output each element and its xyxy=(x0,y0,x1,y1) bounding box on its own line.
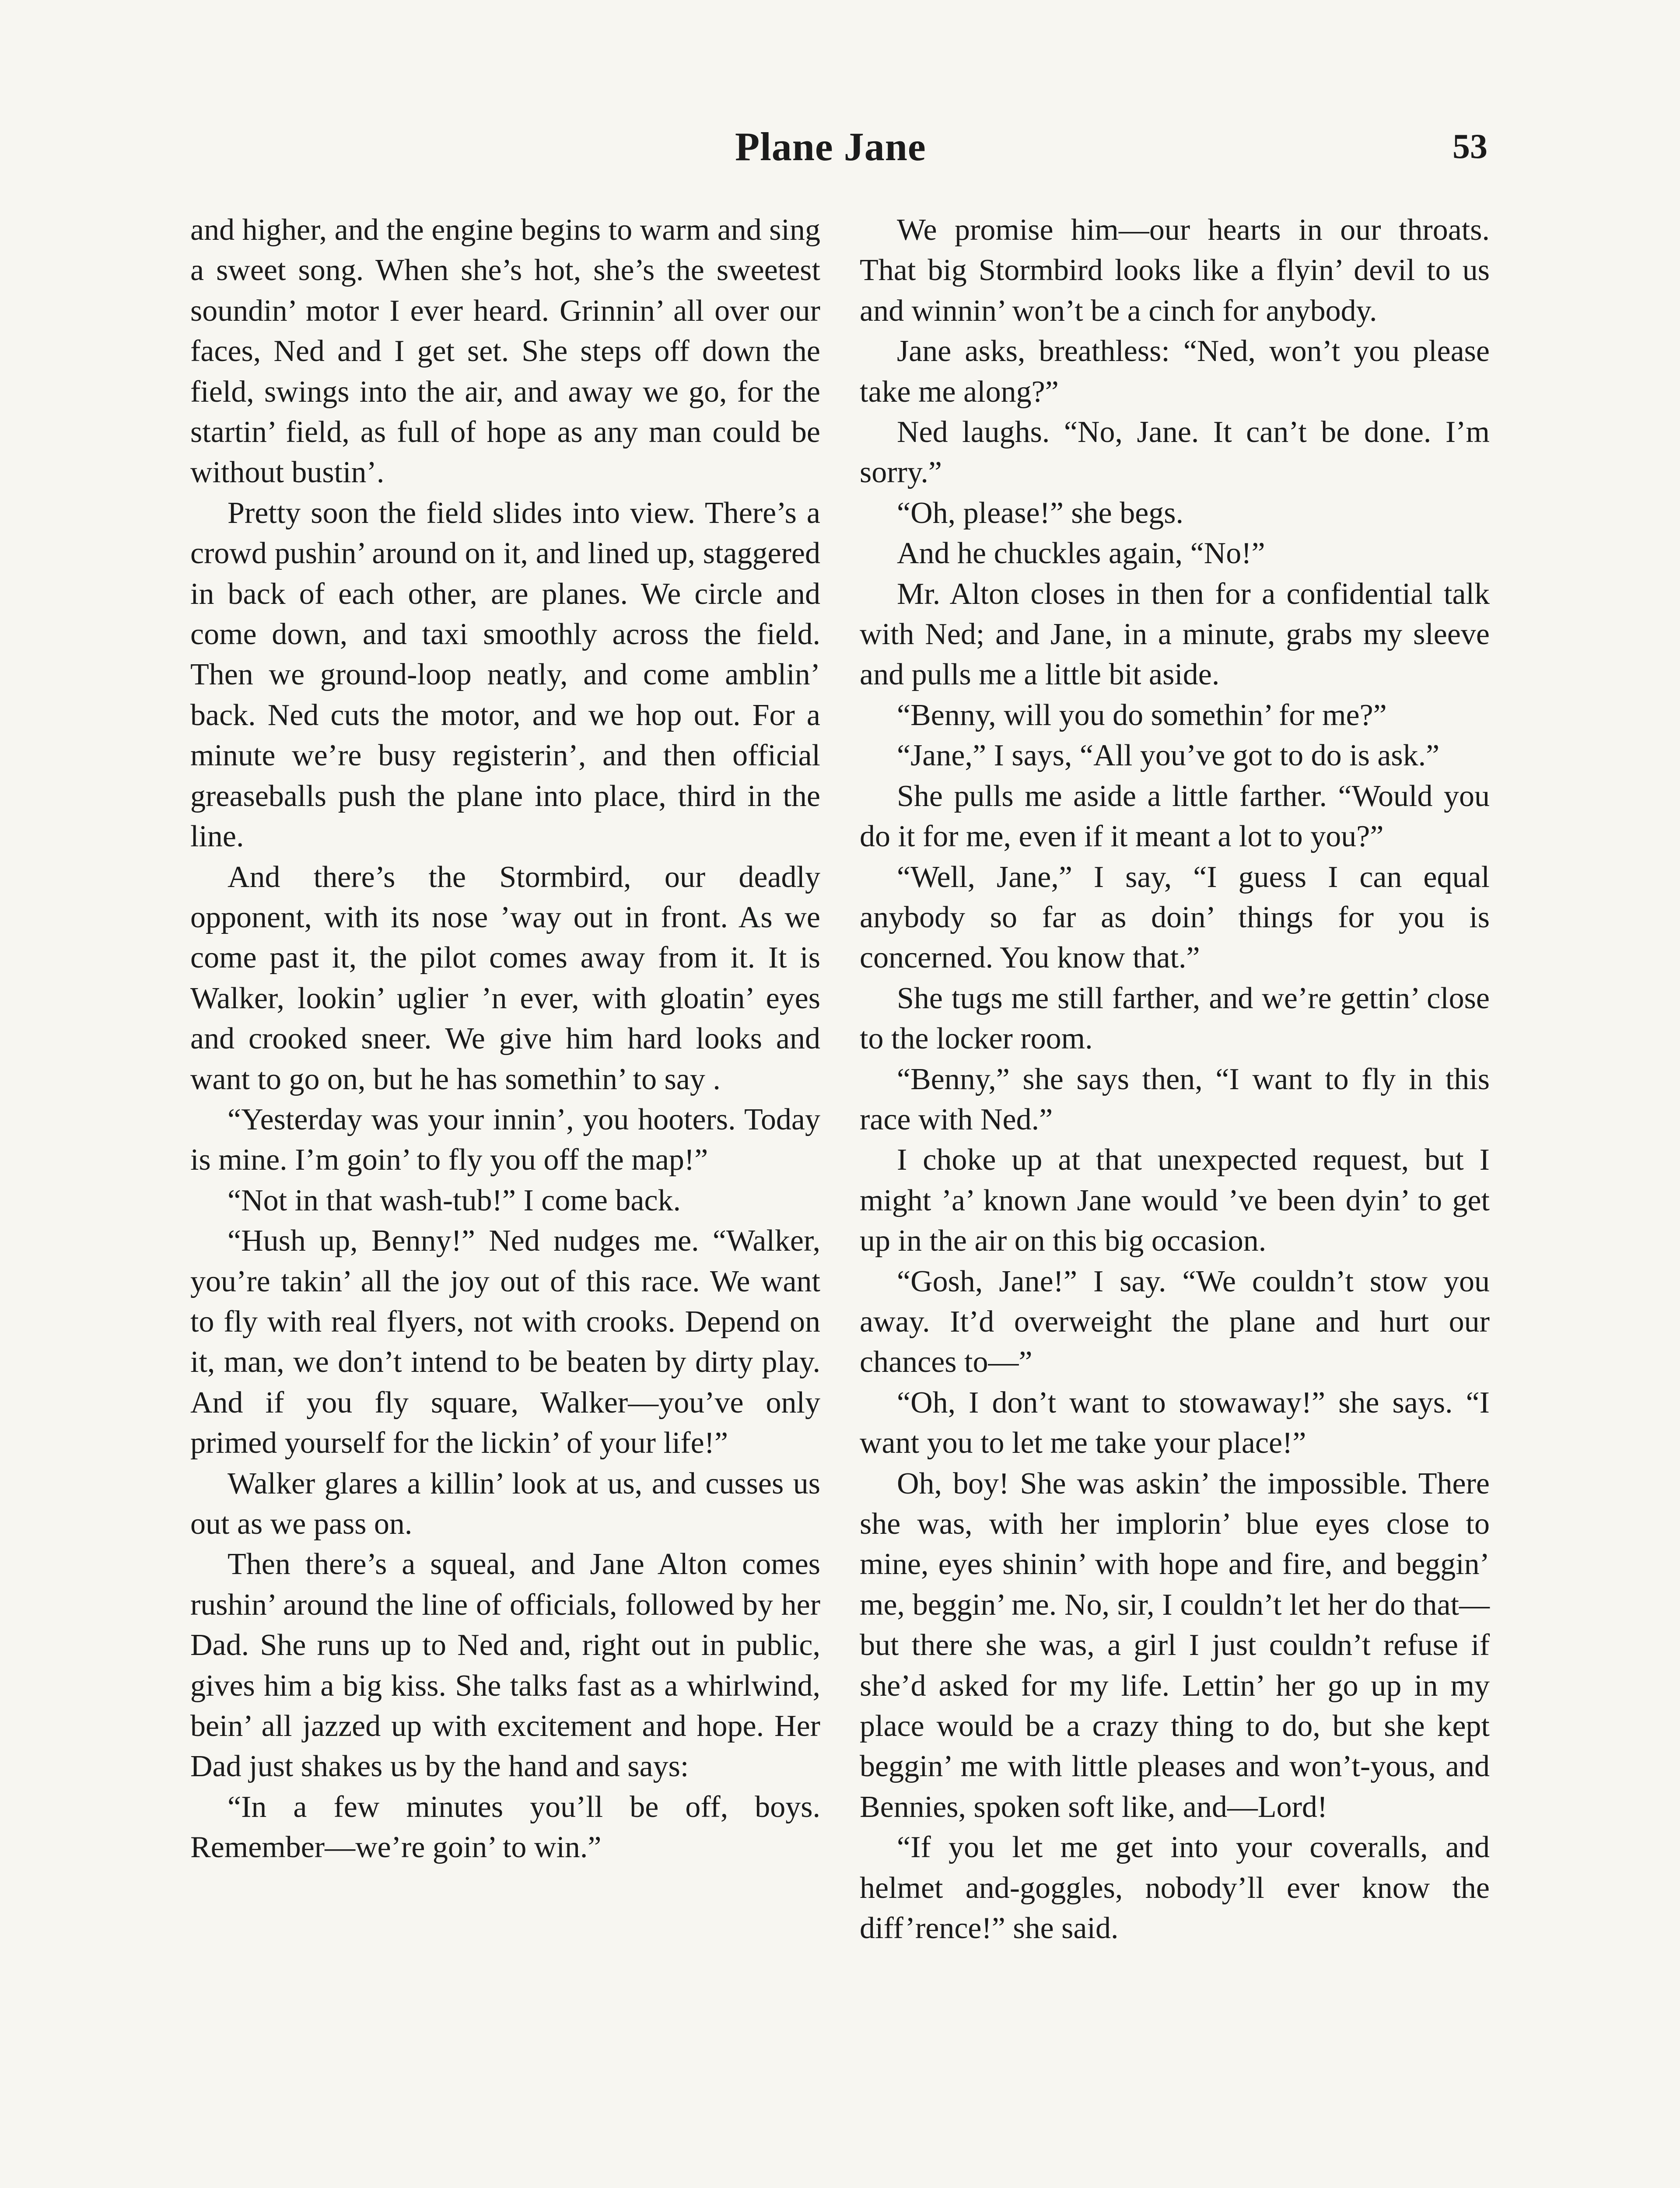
paragraph: “Benny,” she says then, “I want to fly in this race with Ned.” xyxy=(860,1062,1490,1136)
paragraph: Walker glares a killin’ look at us, and cusses us out as we pass on. xyxy=(190,1466,820,1541)
paragraph: “Hush up, Benny!” Ned nudges me. “Walker, you’re takin’ all the joy out of this race. We want to fly with real flyers, not with crooks. Depend on it, man, we don’t intend to be beaten by dirty play. And if you fly square, Walker—you’ve only primed yourself for the lickin’ of your life!” xyxy=(190,1224,820,1460)
right-text-column xyxy=(860,210,1490,1949)
paragraph: Ned laughs. “No, Jane. It can’t be done. I’m sorry.” xyxy=(860,415,1490,490)
paragraph: And he chuckles again, “No!” xyxy=(897,536,1265,571)
left-text-column xyxy=(190,210,820,1868)
paragraph: She tugs me still farther, and we’re gettin’ close to the locker room. xyxy=(860,981,1490,1056)
paragraph: “Gosh, Jane!” I say. “We couldn’t stow you away. It’d overweight the plane and hurt our chances to—” xyxy=(860,1264,1490,1379)
paragraph: And there’s the Stormbird, our deadly opponent, with its nose ’way out in front. As we come past it, the pilot comes away from it. It is Walker, lookin’ uglier ’n ever, with gloatin’ eyes and crooked sneer. We give him hard looks and want to go on, but he has somethin’ to say . xyxy=(190,860,820,1096)
paragraph: “If you let me get into your coveralls, and helmet and-goggles, nobody’ll ever know the diff’rence!” she said. xyxy=(860,1830,1490,1946)
paragraph: Then there’s a squeal, and Jane Alton comes rushin’ around the line of officials, followed by her Dad. She runs up to Ned and, right out in public, gives him a big kiss. She talks fast as a whirlwind, bein’ all jazzed up with excitement and hope. Her Dad just shakes us by the hand and says: xyxy=(190,1547,820,1784)
running-head xyxy=(0,118,1680,175)
paragraph: “In a few minutes you’ll be off, boys. Remember—we’re goin’ to win.” xyxy=(190,1790,820,1865)
paragraph: Mr. Alton closes in then for a confidential talk with Ned; and Jane, in a minute, grabs my sleeve and pulls me a little bit aside. xyxy=(860,577,1490,692)
paragraph: “Well, Jane,” I say, “I guess I can equal anybody so far as doin’ things for you is concerned. You know that.” xyxy=(860,860,1490,975)
paragraph: Oh, boy! She was askin’ the impossible. There she was, with her implorin’ blue eyes close to mine, eyes shinin’ with hope and fire, and beggin’ me, beggin’ me. No, sir, I couldn’t let her do that—but there she was, a girl I just couldn’t refuse if she’d asked for my life. Lettin’ her go up in my place would be a crazy thing to do, but she kept beggin’ me with little pleases and won’t-yous, and Bennies, spoken soft like, and—Lord! xyxy=(860,1466,1490,1824)
paragraph: We promise him—our hearts in our throats. That big Stormbird looks like a flyin’ devil to us and winnin’ won’t be a cinch for anybody. xyxy=(860,213,1490,328)
paragraph: “Jane,” I says, “All you’ve got to do is ask.” xyxy=(897,739,1440,773)
page-number: 53 xyxy=(1452,127,1488,166)
paragraph: Pretty soon the field slides into view. There’s a crowd pushin’ around on it, and lined up, staggered in back of each other, are planes. We circle and come down, and taxi smoothly across the field. Then we ground-loop neatly, and come amblin’ back. Ned cuts the motor, and we hop out. For a minute we’re busy registerin’, and then official greaseballs push the plane into place, third in the line. xyxy=(190,496,820,854)
paragraph: She pulls me aside a little farther. “Would you do it for me, even if it meant a lot to you?” xyxy=(860,779,1490,854)
paragraph: “Oh, I don’t want to stowaway!” she says. “I want you to let me take your place!” xyxy=(860,1385,1490,1460)
paragraph: I choke up at that unexpected request, but I might ’a’ known Jane would ’ve been dyin’ to get up in the air on this big occasion. xyxy=(860,1143,1490,1258)
paragraph: “Yesterday was your innin’, you hooters. Today is mine. I’m goin’ to fly you off the map!” xyxy=(190,1102,820,1177)
paragraph: “Benny, will you do somethin’ for me?” xyxy=(897,698,1387,732)
paragraph: Jane asks, breathless: “Ned, won’t you please take me along?” xyxy=(860,334,1490,409)
page-title: Plane Jane xyxy=(735,124,926,169)
paragraph: “Not in that wash-tub!” I come back. xyxy=(228,1183,681,1217)
paragraph: “Oh, please!” she begs. xyxy=(897,496,1184,530)
paragraph: and higher, and the engine begins to warm and sing a sweet song. When she’s hot, she’s the sweetest soundin’ motor I ever heard. Grinnin’ all over our faces, Ned and I get set. She steps off down the field, swings into the air, and away we go, for the startin’ field, as full of hope as any man could be without bustin’. xyxy=(190,213,820,490)
